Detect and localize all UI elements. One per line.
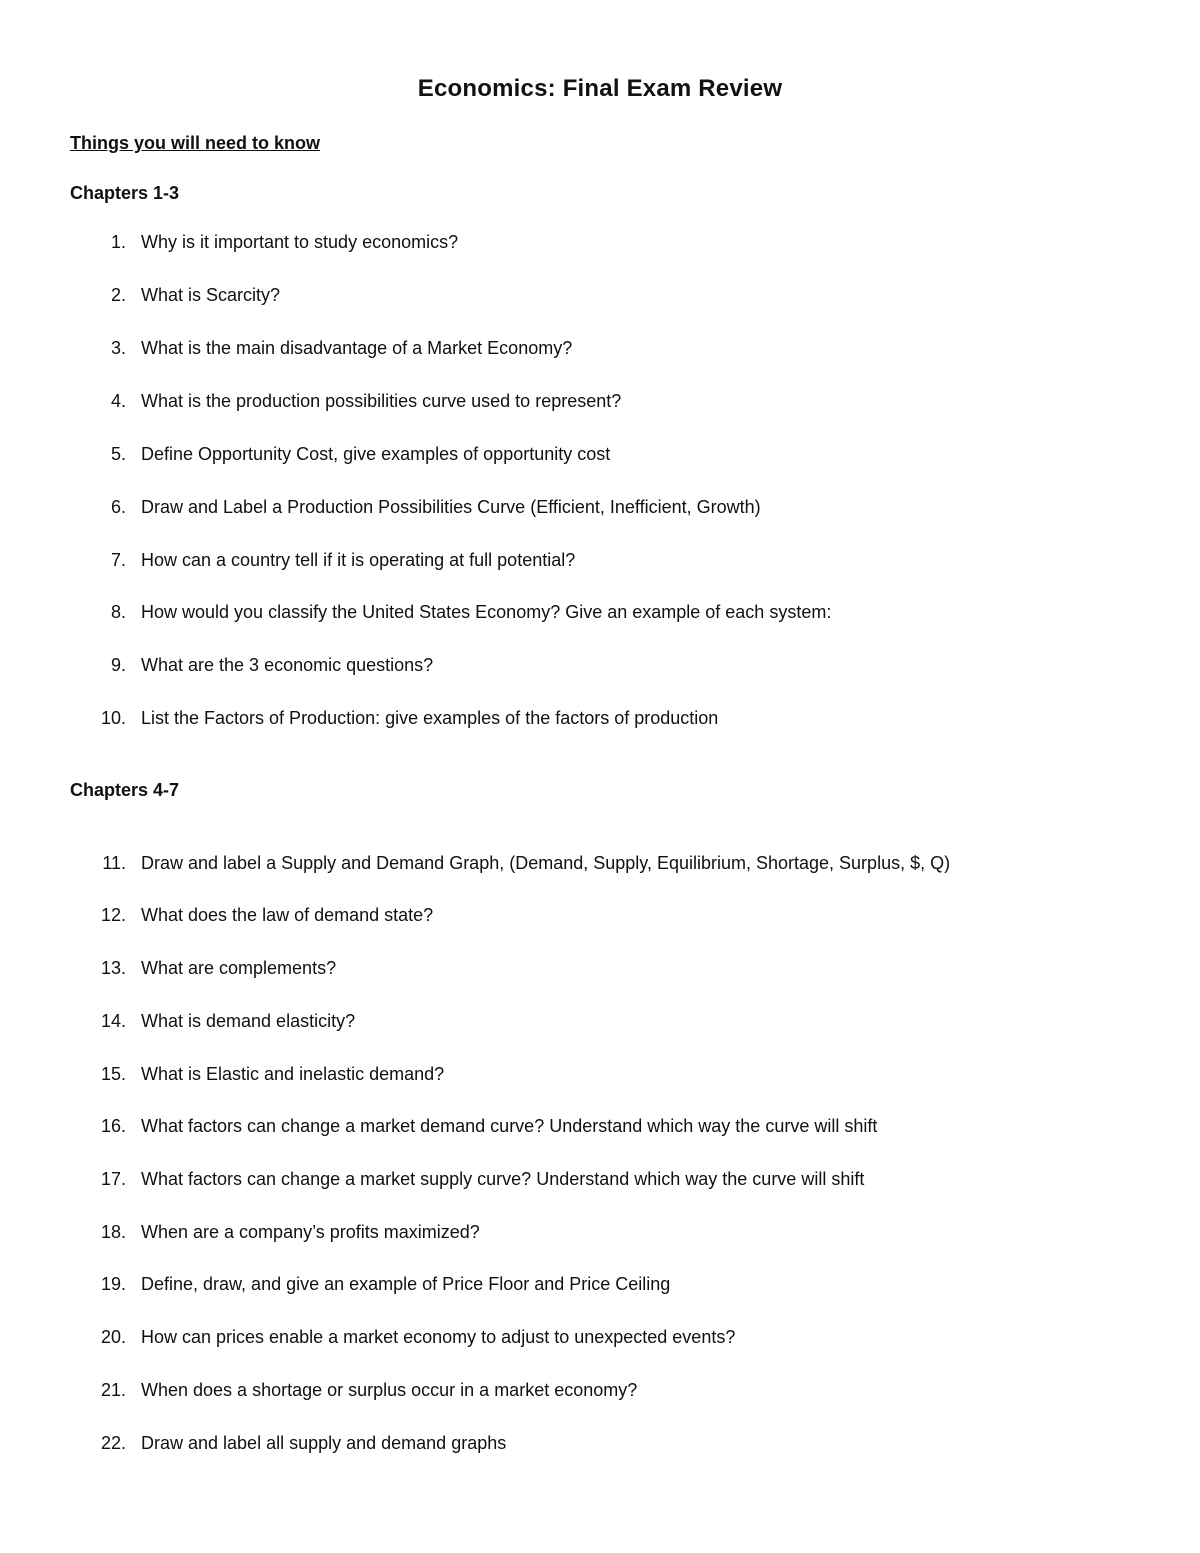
question-number: 4.: [110, 391, 126, 411]
question-text: Draw and Label a Production Possibilities Curve (Efficient, Inefficient, Growth): [141, 497, 761, 517]
list-item: [0, 955, 1200, 981]
list-item: [0, 705, 1200, 731]
question-number: 3.: [110, 338, 126, 358]
list-item: [0, 850, 1200, 876]
question-text: When are a company’s profits maximized?: [141, 1222, 480, 1242]
question-number: 20.: [100, 1327, 126, 1347]
question-text: Draw and label a Supply and Demand Graph, (Demand, Supply, Equilibrium, Shortage, Surplus, $, Q): [141, 853, 951, 873]
question-text: List the Factors of Production: give examples of the factors of production: [141, 708, 719, 728]
question-text: What is demand elasticity?: [141, 1011, 356, 1031]
question-text: How would you classify the United States Economy? Give an example of each system:: [141, 602, 832, 622]
section-subheading: Things you will need to know: [70, 133, 321, 153]
list-item: [0, 335, 1200, 361]
list-item: [0, 282, 1200, 308]
question-number: 2.: [110, 285, 126, 305]
question-text: What does the law of demand state?: [141, 905, 434, 925]
question-text: Why is it important to study economics?: [141, 232, 459, 252]
question-text: What is Elastic and inelastic demand?: [141, 1064, 445, 1084]
list-item: [0, 1219, 1200, 1245]
question-text: What factors can change a market supply curve? Understand which way the curve will shift: [141, 1169, 865, 1189]
list-item: [0, 388, 1200, 414]
list-item: [0, 229, 1200, 255]
list-item: [0, 441, 1200, 467]
question-number: 16.: [100, 1116, 126, 1136]
question-number: 6.: [110, 497, 126, 517]
question-text: What is the production possibilities curve used to represent?: [141, 391, 622, 411]
question-number: 15.: [100, 1064, 126, 1084]
list-item: [0, 1271, 1200, 1297]
list-item: [0, 1113, 1200, 1139]
list-item: [0, 1430, 1200, 1456]
list-item: [0, 902, 1200, 928]
page-title: Economics: Final Exam Review: [417, 75, 783, 102]
question-number: 8.: [110, 602, 126, 622]
list-item: [0, 599, 1200, 625]
question-text: When does a shortage or surplus occur in a market economy?: [141, 1380, 638, 1400]
question-number: 10.: [100, 708, 126, 728]
question-number: 1.: [110, 232, 126, 252]
question-number: 22.: [100, 1433, 126, 1453]
question-number: 11.: [102, 853, 126, 873]
question-number: 7.: [110, 550, 126, 570]
question-number: 5.: [110, 444, 126, 464]
question-number: 13.: [100, 958, 126, 978]
question-text: Define Opportunity Cost, give examples of opportunity cost: [141, 444, 611, 464]
question-text: Draw and label all supply and demand graphs: [141, 1433, 507, 1453]
list-item: [0, 1008, 1200, 1034]
question-text: How can a country tell if it is operating at full potential?: [141, 550, 576, 570]
question-text: What is the main disadvantage of a Market Economy?: [141, 338, 573, 358]
question-number: 9.: [110, 655, 126, 675]
question-number: 19.: [100, 1274, 126, 1294]
question-number: 21.: [100, 1380, 126, 1400]
chapter-heading-1-3: Chapters 1-3: [70, 183, 180, 203]
list-item: [0, 1061, 1200, 1087]
question-text: What factors can change a market demand curve? Understand which way the curve will shift: [141, 1116, 878, 1136]
question-text: What is Scarcity?: [141, 285, 281, 305]
list-item: [0, 1377, 1200, 1403]
list-item: [0, 1166, 1200, 1192]
question-text: What are the 3 economic questions?: [141, 655, 434, 675]
chapter-heading-4-7: Chapters 4-7: [70, 780, 180, 800]
list-item: [0, 652, 1200, 678]
question-number: 17.: [100, 1169, 126, 1189]
list-item: [0, 494, 1200, 520]
list-item: [0, 547, 1200, 573]
question-text: What are complements?: [141, 958, 337, 978]
question-number: 14.: [100, 1011, 126, 1031]
question-text: How can prices enable a market economy to adjust to unexpected events?: [141, 1327, 736, 1347]
question-number: 12.: [100, 905, 126, 925]
question-text: Define, draw, and give an example of Price Floor and Price Ceiling: [141, 1274, 671, 1294]
list-item: [0, 1324, 1200, 1350]
question-number: 18.: [100, 1222, 126, 1242]
